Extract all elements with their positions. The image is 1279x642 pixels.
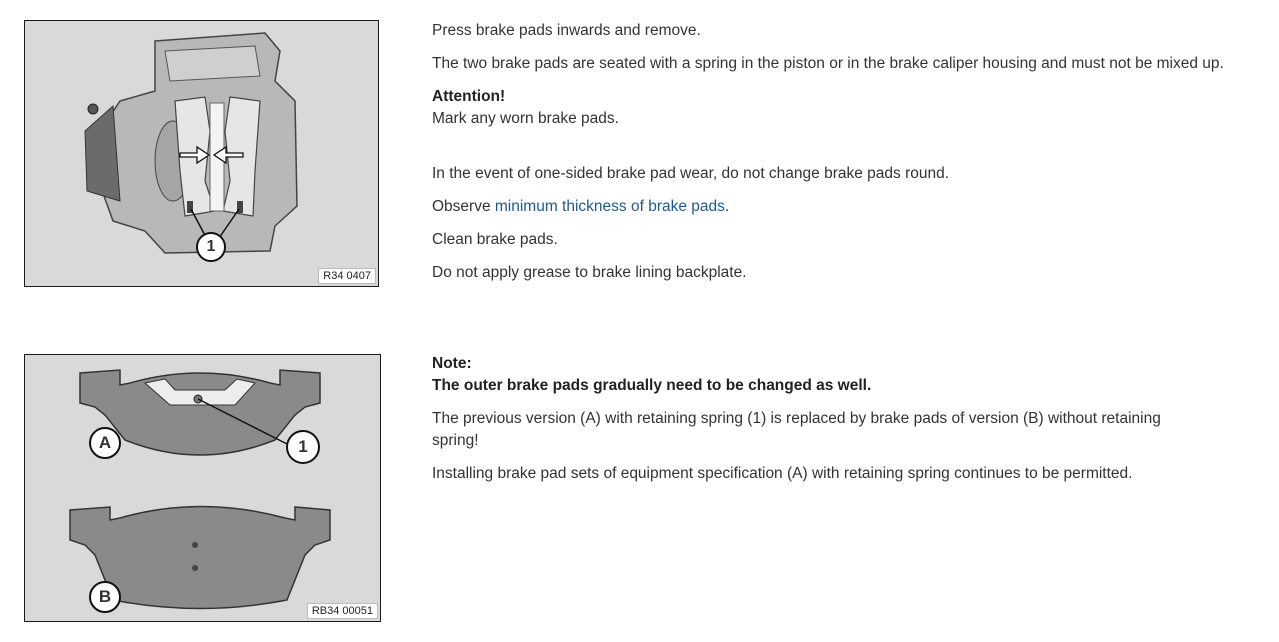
label-a: A	[98, 433, 112, 452]
step-observe	[432, 196, 1232, 218]
figure-code-2: RB34 00051	[307, 603, 378, 619]
step-one-sided-wear: In the event of one-sided brake pad wear, do not change brake pads round.	[432, 165, 950, 182]
step-no-grease: Do not apply grease to brake lining backplate.	[432, 264, 747, 281]
observe-suffix: .	[724, 198, 730, 215]
section2-text	[432, 353, 1232, 485]
callout-circle	[196, 232, 226, 262]
note-line-2: Installing brake pad sets of equipment specification (A) with retaining spring continues to be permitted.	[432, 465, 1133, 482]
note-title: Note:	[432, 355, 472, 372]
figure-code: R34 0407	[318, 268, 376, 284]
attention-text: Mark any worn brake pads.	[432, 110, 619, 127]
attention-title: Attention!	[432, 88, 506, 105]
callout-circle-2	[286, 430, 320, 464]
label-b-circle	[89, 581, 121, 613]
min-thickness-link[interactable]: minimum thickness of brake pads	[494, 198, 725, 215]
caliper-figure	[24, 20, 379, 287]
section1-text	[432, 20, 1232, 284]
label-b: B	[98, 587, 112, 606]
callout-number-2: 1	[298, 437, 308, 456]
note-bold: The outer brake pads gradually need to be changed as well.	[432, 377, 872, 394]
callout-number: 1	[206, 238, 216, 255]
brake-pads-figure	[24, 354, 381, 622]
label-a-circle	[89, 427, 121, 459]
step-clean-pads: Clean brake pads.	[432, 231, 558, 248]
note-line-1: The previous version (A) with retaining spring (1) is replaced by brake pads of version (B) without retaining spring!	[432, 410, 1161, 449]
step-press-pads: Press brake pads inwards and remove.	[432, 22, 701, 39]
observe-prefix: Observe	[432, 198, 495, 215]
step-pads-seated: The two brake pads are seated with a spring in the piston or in the brake caliper housing and must not be mixed up.	[432, 55, 1224, 72]
pads-illustration	[25, 355, 380, 621]
